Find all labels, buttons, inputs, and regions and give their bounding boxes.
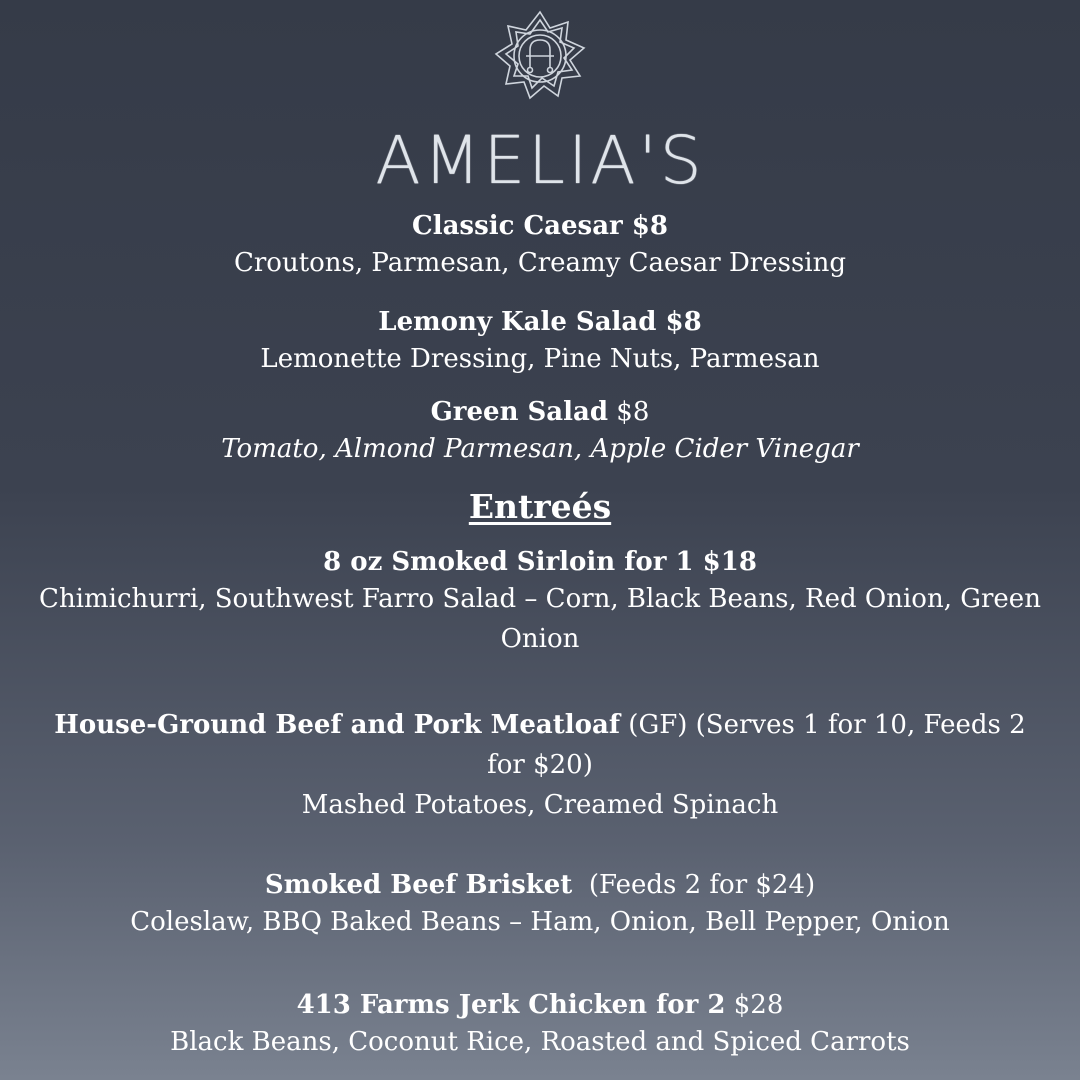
menu-item-description: Black Beans, Coconut Rice, Roasted and Spiced Carrots — [170, 1027, 910, 1057]
menu-item-description: Croutons, Parmesan, Creamy Caesar Dressing — [233, 248, 847, 278]
menu-item-smoked-sirloin — [10, 545, 1070, 659]
menu-item-price-note: (GF) (Serves 1 for 10, Feeds 2 for $20) — [487, 710, 1026, 780]
menu-item-title — [10, 209, 1070, 243]
menu-item-title — [10, 988, 1070, 1022]
menu-item-title — [10, 545, 1070, 579]
menu-item-green-salad — [10, 395, 1070, 469]
menu-item-description: Chimichurri, Southwest Farro Salad – Corn, Black Beans, Red Onion, Green Onion — [39, 584, 1041, 654]
amelias-wordmark-logo: AMELIA'S — [375, 122, 705, 199]
menu-item-description: Mashed Potatoes, Creamed Spinach — [301, 790, 779, 820]
menu-item-name: Lemony Kale Salad $8 — [378, 307, 702, 337]
menu-item-description: Lemonette Dressing, Pine Nuts, Parmesan — [260, 344, 820, 374]
menu-item-description: Coleslaw, BBQ Baked Beans – Ham, Onion, Bell Pepper, Onion — [130, 907, 950, 937]
menu-item-name: Classic Caesar $8 — [412, 211, 668, 241]
menu-item-price-note: (Feeds 2 for $24) — [572, 870, 816, 900]
amelias-emblem-logo — [486, 6, 594, 106]
menu-item-title — [10, 305, 1070, 339]
menu-item-name: 8 oz Smoked Sirloin for 1 $18 — [323, 547, 757, 577]
menu-item-name: 413 Farms Jerk Chicken for 2 — [296, 990, 726, 1020]
section-heading-entrees: Entreés — [468, 487, 612, 526]
menu-item-smoked-beef-brisket — [10, 868, 1070, 942]
menu-item-name: Smoked Beef Brisket — [264, 870, 573, 900]
menu-item-description: Tomato, Almond Parmesan, Apple Cider Vinegar — [221, 434, 859, 464]
menu-item-price-note: $8 — [608, 397, 650, 427]
menu-item-lemony-kale-salad — [10, 305, 1070, 379]
menu-item-classic-caesar — [10, 209, 1070, 283]
menu-item-price-note: $28 — [725, 990, 784, 1020]
menu-item-name: Green Salad — [430, 397, 609, 427]
menu-item-title — [10, 868, 1070, 902]
menu-item-title — [40, 705, 1040, 785]
menu-item-meatloaf — [40, 705, 1040, 825]
menu-item-jerk-chicken — [10, 988, 1070, 1062]
menu-item-name: House-Ground Beef and Pork Meatloaf — [54, 710, 621, 740]
menu-item-title — [10, 395, 1070, 429]
